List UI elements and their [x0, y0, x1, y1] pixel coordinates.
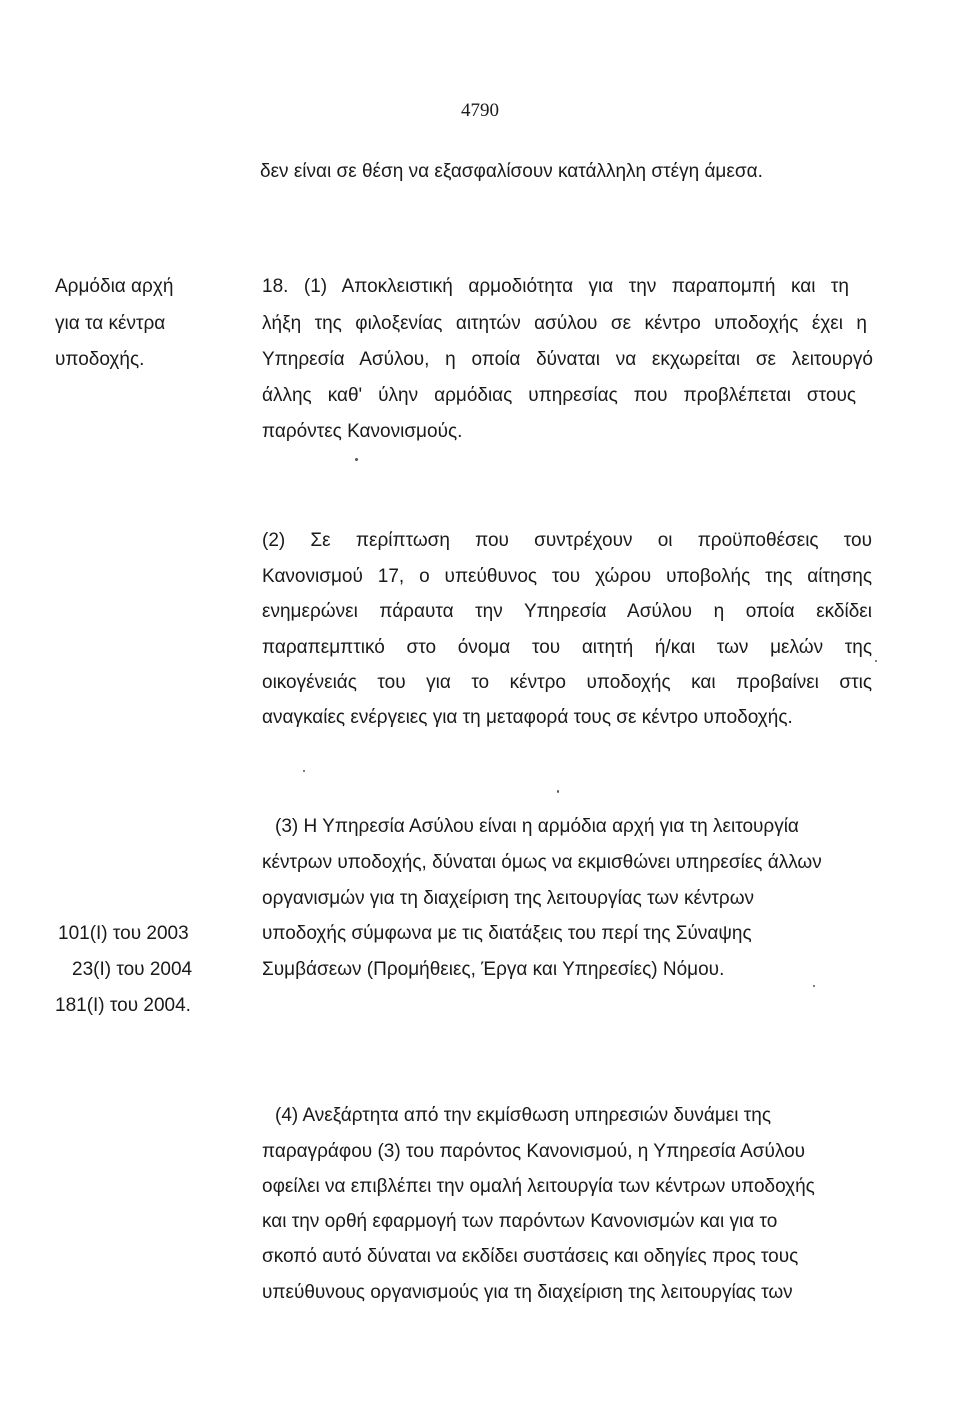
paragraph-line: 18. (1) Αποκλειστική αρμοδιότητα για την παραπομπή και τη — [262, 276, 849, 297]
paragraph-line: ενημερώνει πάραυτα την Υπηρεσία Ασύλου η οποία εκδίδει — [262, 601, 872, 622]
sidenote-line: 181(I) του 2004. — [55, 995, 191, 1016]
paragraph-line: οφείλει να επιβλέπει την ομαλή λειτουργία των κέντρων υποδοχής — [262, 1176, 815, 1197]
scan-speck — [557, 790, 559, 793]
paragraph-line: οικογένειάς του για το κέντρο υποδοχής και προβαίνει στις — [262, 672, 872, 693]
paragraph-line: κέντρων υποδοχής, δύναται όμως να εκμισθώνει υπηρεσίες άλλων — [262, 852, 822, 873]
paragraph-line: υποδοχής σύμφωνα με τις διατάξεις του περί της Σύναψης — [262, 923, 752, 944]
paragraph-line: παραπεμπτικό στο όνομα του αιτητή ή/και των μελών της — [262, 637, 872, 658]
sidenote-line: 23(I) του 2004 — [72, 959, 193, 980]
paragraph-line: υπεύθυνους οργανισμούς για τη διαχείριση της λειτουργίας των — [262, 1282, 793, 1303]
paragraph-line: αναγκαίες ενέργειες για τη μεταφορά τους σε κέντρο υποδοχής. — [262, 707, 793, 728]
paragraph-line: παρόντες Κανονισμούς. — [262, 421, 463, 442]
paragraph-line: παραγράφου (3) του παρόντος Κανονισμού, η Υπηρεσία Ασύλου — [262, 1141, 806, 1162]
paragraph-line: άλλης καθ' ύλην αρμόδιας υπηρεσίας που προβλέπεται στους — [262, 385, 856, 406]
sidenote-line: υποδοχής. — [55, 349, 145, 370]
sidenote-line: για τα κέντρα — [55, 313, 166, 334]
sidenote-line: Αρμόδια αρχή — [55, 276, 174, 297]
paragraph-line: (4) Ανεξάρτητα από την εκμίσθωση υπηρεσιών δυνάμει της — [275, 1105, 771, 1126]
scan-speck — [813, 985, 815, 987]
paragraph-line: Υπηρεσία Ασύλου, η οποία δύναται να εκχωρείται σε λειτουργό — [262, 349, 873, 370]
paragraph-line: (2) Σε περίπτωση που συντρέχουν οι προϋποθέσεις του — [262, 530, 872, 551]
paragraph-line: Κανονισμού 17, ο υπεύθυνος του χώρου υποβολής της αίτησης — [262, 566, 872, 587]
paragraph-line: Συμβάσεων (Προμήθειες, Έργα και Υπηρεσίες) Νόμου. — [262, 959, 725, 980]
paragraph-line: σκοπό αυτό δύναται να εκδίδει συστάσεις και οδηγίες προς τους — [262, 1246, 799, 1267]
paragraph-line: (3) Η Υπηρεσία Ασύλου είναι η αρμόδια αρχή για τη λειτουργία — [275, 816, 799, 837]
scan-speck — [875, 660, 877, 662]
paragraph-line: οργανισμών για τη διαχείριση της λειτουργίας των κέντρων — [262, 888, 755, 909]
continuation-text: δεν είναι σε θέση να εξασφαλίσουν κατάλληλη στέγη άμεσα. — [260, 161, 763, 182]
page-number: 4790 — [461, 100, 499, 121]
scan-speck — [303, 770, 305, 772]
sidenote-line: 101(I) του 2003 — [58, 923, 189, 944]
scan-speck — [355, 458, 358, 461]
paragraph-line: και την ορθή εφαρμογή των παρόντων Κανονισμών και για το — [262, 1211, 778, 1232]
paragraph-line: λήξη της φιλοξενίας αιτητών ασύλου σε κέντρο υποδοχής έχει η — [262, 313, 867, 334]
